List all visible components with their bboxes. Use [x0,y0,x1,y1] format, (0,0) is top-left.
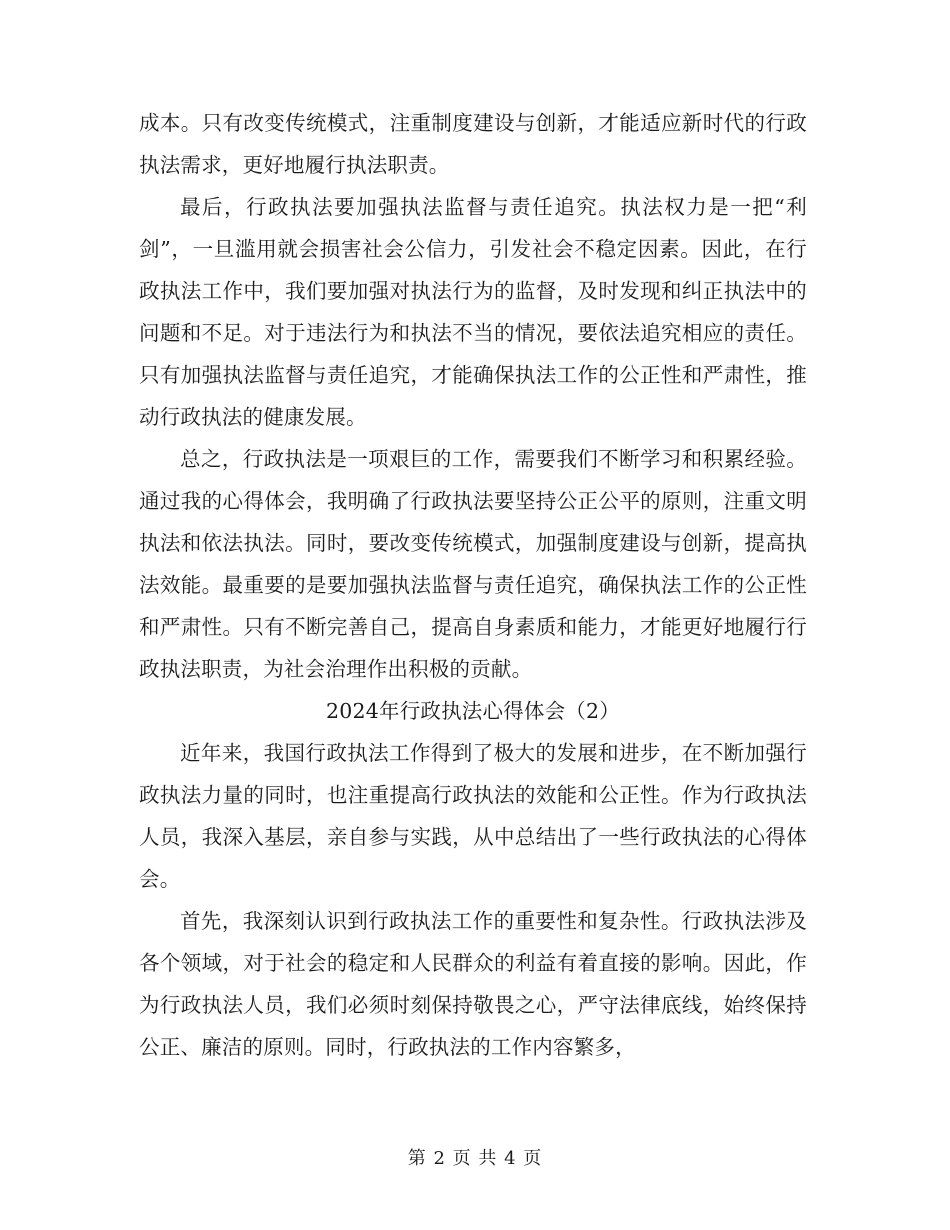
paragraph: 首先，我深刻认识到行政执法工作的重要性和复杂性。行政执法涉及各个领域，对于社会的稳定和人民群众的利益有着直接的影响。因此，作为行政执法人员，我们必须时刻保持敬畏之心，严守法律底线，始终保持公正、廉洁的原则。同时，行政执法的工作内容繁多， [139,909,807,1059]
paragraph: 总之，行政执法是一项艰巨的工作，需要我们不断学习和积累经验。通过我的心得体会，我明确了行政执法要坚持公正公平的原则，注重文明执法和依法执法。同时，要改变传统模式，加强制度建设与创新，提高执法效能。最重要的是要加强执法监督与责任追究，确保执法工作的公正性和严肃性。只有不断完善自己，提高自身素质和能力，才能更好地履行行政执法职责，为社会治理作出积极的贡献。 [139,447,807,681]
document-body [139,102,807,1068]
section-title: 2024年行政执法心得体会（2） [326,699,620,723]
paragraph: 最后，行政执法要加强执法监督与责任追究。执法权力是一把“利剑”，一旦滥用就会损害社会公信力，引发社会不稳定因素。因此，在行政执法工作中，我们要加强对执法行为的监督，及时发现和纠正执法中的问题和不足。对于违法行为和执法不当的情况，要依法追究相应的责任。只有加强执法监督与责任追究，才能确保执法工作的公正性和严肃性，推动行政执法的健康发展。 [139,195,807,429]
paragraph: 近年来，我国行政执法工作得到了极大的发展和进步，在不断加强行政执法力量的同时，也注重提高行政执法的效能和公正性。作为行政执法人员，我深入基层，亲自参与实践，从中总结出了一些行政执法的心得体会。 [139,741,807,891]
paragraph: 成本。只有改变传统模式，注重制度建设与创新，才能适应新时代的行政执法需求，更好地履行执法职责。 [139,111,807,177]
page-footer: 第 2 页 共 4 页 [407,1148,543,1169]
